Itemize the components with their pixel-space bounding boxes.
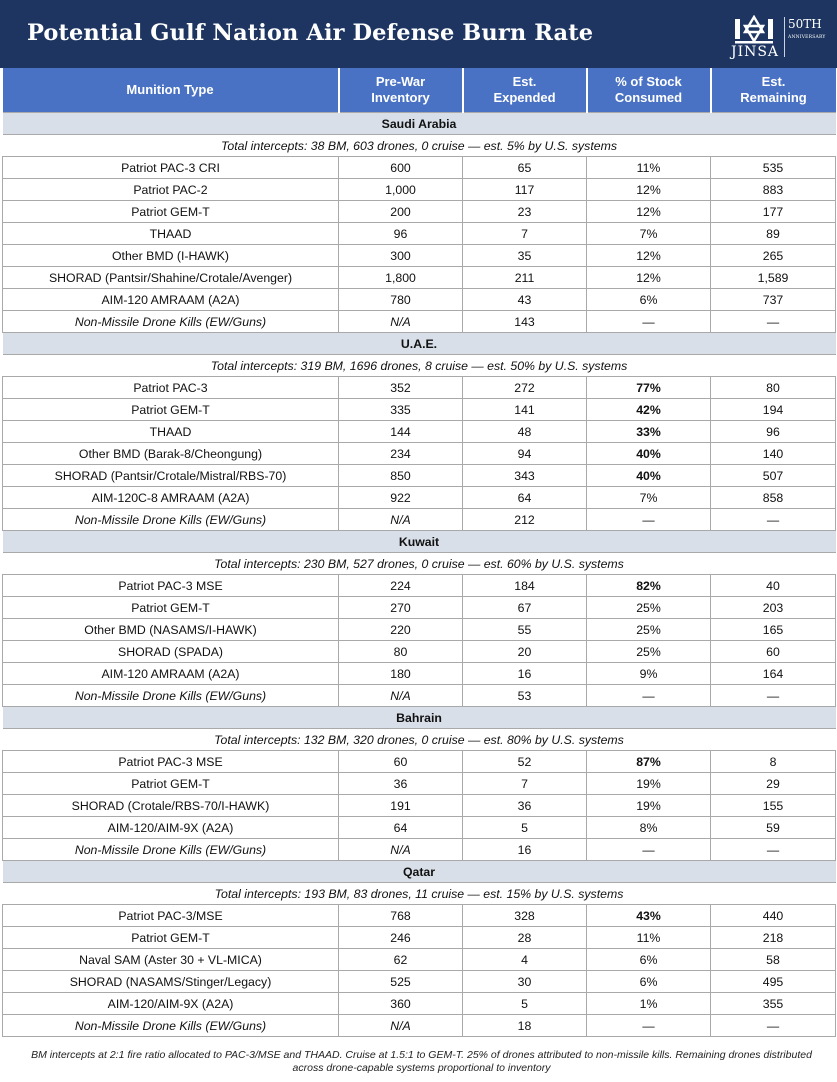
intercept-summary: Total intercepts: 193 BM, 83 drones, 11 cruise — est. 15% by U.S. systems [3,883,836,905]
country-row [3,707,836,729]
expended-cell: 36 [463,795,587,817]
expended-cell: 64 [463,487,587,509]
munition-type-cell: THAAD [3,223,339,245]
munition-type-cell: Patriot GEM-T [3,927,339,949]
munition-type-cell: Non-Missile Drone Kills (EW/Guns) [3,1015,339,1037]
table-row [3,223,836,245]
pct-consumed-cell: 25% [587,641,711,663]
expended-cell: 55 [463,619,587,641]
remaining-cell: — [711,311,836,333]
munition-type-cell: Non-Missile Drone Kills (EW/Guns) [3,509,339,531]
table-row [3,179,836,201]
inventory-cell: N/A [339,509,463,531]
table-row [3,839,836,861]
table-row [3,817,836,839]
expended-cell: 143 [463,311,587,333]
munition-type-cell: AIM-120/AIM-9X (A2A) [3,817,339,839]
remaining-cell: 164 [711,663,836,685]
expended-cell: 53 [463,685,587,707]
pct-consumed-cell: 33% [587,421,711,443]
expended-cell: 272 [463,377,587,399]
remaining-cell: 59 [711,817,836,839]
expended-cell: 117 [463,179,587,201]
inventory-cell: 300 [339,245,463,267]
pct-consumed-cell: 77% [587,377,711,399]
country-row [3,861,836,883]
munition-type-cell: AIM-120/AIM-9X (A2A) [3,993,339,1015]
inventory-cell: 600 [339,157,463,179]
inventory-cell: 360 [339,993,463,1015]
inventory-cell: 224 [339,575,463,597]
remaining-cell: 140 [711,443,836,465]
jinsa-logo [730,15,830,65]
remaining-cell: 60 [711,641,836,663]
remaining-cell: 355 [711,993,836,1015]
inventory-cell: 180 [339,663,463,685]
expended-cell: 65 [463,157,587,179]
anniversary-word: ANNIVERSARY [788,35,826,40]
pct-consumed-cell: 1% [587,993,711,1015]
expended-cell: 212 [463,509,587,531]
munition-type-cell: Other BMD (NASAMS/I-HAWK) [3,619,339,641]
expended-cell: 16 [463,839,587,861]
pct-consumed-cell: 40% [587,443,711,465]
pct-consumed-cell: 12% [587,201,711,223]
pct-consumed-cell: 25% [587,619,711,641]
expended-cell: 211 [463,267,587,289]
remaining-cell: 89 [711,223,836,245]
pct-consumed-cell: 42% [587,399,711,421]
col-header-pre-war-inventory: Pre-War Inventory [339,68,463,113]
pct-consumed-cell: 11% [587,927,711,949]
expended-cell: 141 [463,399,587,421]
expended-cell: 23 [463,201,587,223]
munition-type-cell: AIM-120 AMRAAM (A2A) [3,663,339,685]
burn-rate-table [2,68,836,1037]
munition-type-cell: Patriot GEM-T [3,773,339,795]
inventory-cell: 191 [339,795,463,817]
pct-consumed-cell: — [587,509,711,531]
pct-consumed-cell: 7% [587,487,711,509]
inventory-cell: N/A [339,685,463,707]
inventory-cell: 352 [339,377,463,399]
logo-divider [784,17,785,57]
munition-type-cell: SHORAD (Pantsir/Crotale/Mistral/RBS-70) [3,465,339,487]
country-name: Saudi Arabia [3,113,836,135]
remaining-cell: 883 [711,179,836,201]
inventory-cell: 780 [339,289,463,311]
remaining-cell: — [711,839,836,861]
table-row [3,927,836,949]
table-row [3,465,836,487]
expended-cell: 28 [463,927,587,949]
expended-cell: 5 [463,993,587,1015]
munition-type-cell: Patriot PAC-3 CRI [3,157,339,179]
table-row [3,619,836,641]
munition-type-cell: Patriot PAC-3 MSE [3,751,339,773]
table-row [3,1015,836,1037]
pct-consumed-cell: 7% [587,223,711,245]
inventory-cell: 220 [339,619,463,641]
inventory-cell: N/A [339,1015,463,1037]
expended-cell: 16 [463,663,587,685]
munition-type-cell: Other BMD (I-HAWK) [3,245,339,267]
munition-type-cell: Patriot GEM-T [3,399,339,421]
country-name: Bahrain [3,707,836,729]
munition-type-cell: SHORAD (Crotale/RBS-70/I-HAWK) [3,795,339,817]
table-row [3,795,836,817]
title-banner [0,0,837,68]
pct-consumed-cell: — [587,311,711,333]
col-header-est-expended: Est. Expended [463,68,587,113]
pct-consumed-cell: 43% [587,905,711,927]
expended-cell: 48 [463,421,587,443]
table-row [3,663,836,685]
pct-consumed-cell: — [587,1015,711,1037]
pct-consumed-cell: 19% [587,795,711,817]
remaining-cell: — [711,1015,836,1037]
munition-type-cell: Patriot PAC-3 [3,377,339,399]
inventory-cell: N/A [339,311,463,333]
jinsa-wordmark: JINSA [730,44,780,60]
expended-cell: 343 [463,465,587,487]
inventory-cell: 62 [339,949,463,971]
expended-cell: 94 [463,443,587,465]
table-row [3,399,836,421]
remaining-cell: 265 [711,245,836,267]
remaining-cell: 858 [711,487,836,509]
inventory-cell: 246 [339,927,463,949]
pct-consumed-cell: 8% [587,817,711,839]
remaining-cell: 155 [711,795,836,817]
table-row [3,377,836,399]
expended-cell: 52 [463,751,587,773]
pct-consumed-cell: 82% [587,575,711,597]
munition-type-cell: Non-Missile Drone Kills (EW/Guns) [3,839,339,861]
country-row [3,113,836,135]
column-header-row [3,68,836,113]
inventory-cell: 850 [339,465,463,487]
col-header-munition-type: Munition Type [3,68,339,113]
pct-consumed-cell: 11% [587,157,711,179]
table-row [3,245,836,267]
intercept-summary: Total intercepts: 38 BM, 603 drones, 0 cruise — est. 5% by U.S. systems [3,135,836,157]
table-row [3,421,836,443]
remaining-cell: 177 [711,201,836,223]
expended-cell: 7 [463,773,587,795]
intercept-summary: Total intercepts: 319 BM, 1696 drones, 8 cruise — est. 50% by U.S. systems [3,355,836,377]
munition-type-cell: AIM-120C-8 AMRAAM (A2A) [3,487,339,509]
munition-type-cell: Other BMD (Barak-8/Cheongung) [3,443,339,465]
pct-consumed-cell: 12% [587,267,711,289]
remaining-cell: 737 [711,289,836,311]
page-title: Potential Gulf Nation Air Defense Burn Rate [27,20,594,46]
table-row [3,949,836,971]
expended-cell: 30 [463,971,587,993]
remaining-cell: 495 [711,971,836,993]
expended-cell: 43 [463,289,587,311]
inventory-cell: 335 [339,399,463,421]
munition-type-cell: Patriot GEM-T [3,597,339,619]
pct-consumed-cell: 12% [587,245,711,267]
inventory-cell: 270 [339,597,463,619]
table-row [3,641,836,663]
munition-type-cell: THAAD [3,421,339,443]
expended-cell: 7 [463,223,587,245]
remaining-cell: 218 [711,927,836,949]
table-row [3,751,836,773]
munition-type-cell: Patriot PAC-3/MSE [3,905,339,927]
remaining-cell: 40 [711,575,836,597]
pct-consumed-cell: 6% [587,289,711,311]
table-row [3,487,836,509]
remaining-cell: 58 [711,949,836,971]
table-row [3,311,836,333]
remaining-cell: 535 [711,157,836,179]
table-row [3,971,836,993]
remaining-cell: 194 [711,399,836,421]
expended-cell: 20 [463,641,587,663]
inventory-cell: 922 [339,487,463,509]
inventory-cell: 60 [339,751,463,773]
inventory-cell: 234 [339,443,463,465]
inventory-cell: 80 [339,641,463,663]
munition-type-cell: Naval SAM (Aster 30 + VL-MICA) [3,949,339,971]
table-row [3,993,836,1015]
pct-consumed-cell: 40% [587,465,711,487]
country-name: Kuwait [3,531,836,553]
jinsa-logo-icon [733,15,775,45]
expended-cell: 4 [463,949,587,971]
intercept-summary-row [3,553,836,575]
table-row [3,267,836,289]
col-header-est-remaining: Est. Remaining [711,68,836,113]
table-row [3,597,836,619]
intercept-summary-row [3,355,836,377]
table-row [3,575,836,597]
pct-consumed-cell: — [587,839,711,861]
table-row [3,905,836,927]
table-row [3,157,836,179]
table-row [3,509,836,531]
remaining-cell: 80 [711,377,836,399]
table-row [3,685,836,707]
intercept-summary-row [3,729,836,751]
remaining-cell: 507 [711,465,836,487]
country-row [3,531,836,553]
intercept-summary: Total intercepts: 132 BM, 320 drones, 0 cruise — est. 80% by U.S. systems [3,729,836,751]
remaining-cell: — [711,509,836,531]
inventory-cell: 64 [339,817,463,839]
pct-consumed-cell: — [587,685,711,707]
table-row [3,289,836,311]
pct-consumed-cell: 12% [587,179,711,201]
remaining-cell: 96 [711,421,836,443]
remaining-cell: 29 [711,773,836,795]
intercept-summary-row [3,135,836,157]
inventory-cell: 200 [339,201,463,223]
expended-cell: 18 [463,1015,587,1037]
inventory-cell: 768 [339,905,463,927]
munition-type-cell: AIM-120 AMRAAM (A2A) [3,289,339,311]
munition-type-cell: SHORAD (Pantsir/Shahine/Crotale/Avenger) [3,267,339,289]
remaining-cell: 1,589 [711,267,836,289]
munition-type-cell: Patriot PAC-3 MSE [3,575,339,597]
remaining-cell: 440 [711,905,836,927]
country-row [3,333,836,355]
remaining-cell: 165 [711,619,836,641]
table-row [3,443,836,465]
expended-cell: 328 [463,905,587,927]
table-body [3,113,836,1037]
munition-type-cell: Patriot GEM-T [3,201,339,223]
inventory-cell: 96 [339,223,463,245]
country-name: U.A.E. [3,333,836,355]
pct-consumed-cell: 6% [587,949,711,971]
country-name: Qatar [3,861,836,883]
expended-cell: 67 [463,597,587,619]
munition-type-cell: SHORAD (SPADA) [3,641,339,663]
inventory-cell: 1,000 [339,179,463,201]
intercept-summary-row [3,883,836,905]
remaining-cell: 203 [711,597,836,619]
munition-type-cell: Patriot PAC-2 [3,179,339,201]
col-header-pct-consumed: % of Stock Consumed [587,68,711,113]
expended-cell: 184 [463,575,587,597]
pct-consumed-cell: 9% [587,663,711,685]
inventory-cell: 1,800 [339,267,463,289]
inventory-cell: 525 [339,971,463,993]
munition-type-cell: SHORAD (NASAMS/Stinger/Legacy) [3,971,339,993]
table-row [3,773,836,795]
pct-consumed-cell: 87% [587,751,711,773]
expended-cell: 5 [463,817,587,839]
munition-type-cell: Non-Missile Drone Kills (EW/Guns) [3,685,339,707]
inventory-cell: 36 [339,773,463,795]
anniversary-number: 50TH [788,17,822,31]
table-row [3,201,836,223]
inventory-cell: 144 [339,421,463,443]
pct-consumed-cell: 6% [587,971,711,993]
footnote: BM intercepts at 2:1 fire ratio allocated to PAC-3/MSE and THAAD. Cruise at 1.5:1 to GEM-T. 25% of drones attributed to non-missile kills. Remaining drones distributed across drone-capable systems proportional to inventory [31,1049,812,1074]
inventory-cell: N/A [339,839,463,861]
remaining-cell: — [711,685,836,707]
pct-consumed-cell: 25% [587,597,711,619]
remaining-cell: 8 [711,751,836,773]
pct-consumed-cell: 19% [587,773,711,795]
intercept-summary: Total intercepts: 230 BM, 527 drones, 0 cruise — est. 60% by U.S. systems [3,553,836,575]
expended-cell: 35 [463,245,587,267]
munition-type-cell: Non-Missile Drone Kills (EW/Guns) [3,311,339,333]
